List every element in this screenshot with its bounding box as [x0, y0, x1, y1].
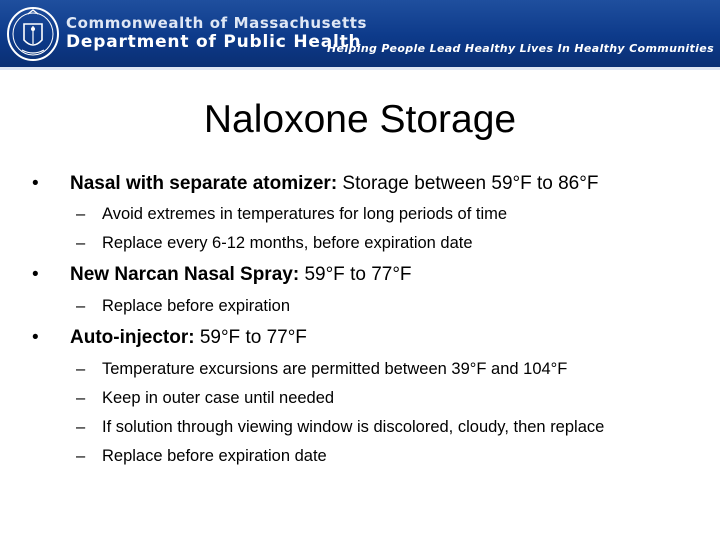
- subbullet-marker: –: [76, 234, 86, 252]
- subbullet-text: If solution through viewing window is discolored, cloudy, then replace: [102, 418, 605, 436]
- bullet-lead: New Narcan Nasal Spray:: [70, 264, 300, 285]
- subbullet-text: Replace every 6-12 months, before expiration date: [102, 234, 473, 252]
- tagline: Helping People Lead Healthy Lives In Healthy Communities: [327, 42, 714, 55]
- banner-divider: [0, 67, 720, 70]
- bullet-text: 59°F to 77°F: [194, 327, 307, 348]
- subbullet-text: Replace before expiration: [102, 297, 291, 315]
- header-banner: [0, 0, 720, 67]
- org-name-line1: Commonwealth of Massachusetts: [66, 14, 368, 32]
- bullet-text: 59°F to 77°F: [299, 264, 412, 285]
- subbullet-marker: –: [76, 389, 86, 407]
- subbullet-text: Replace before expiration date: [102, 447, 327, 465]
- bullet-lead: Auto-injector:: [70, 327, 195, 348]
- subbullet-text: Keep in outer case until needed: [102, 389, 335, 407]
- subbullet-marker: –: [76, 297, 86, 315]
- bullet-marker: •: [32, 264, 39, 285]
- slide-title: Naloxone Storage: [203, 98, 517, 141]
- bullet-marker: •: [32, 173, 39, 194]
- subbullet-marker: –: [76, 360, 86, 378]
- massachusetts-seal-icon: [6, 6, 60, 62]
- subbullet-text: Temperature excursions are permitted between 39°F and 104°F: [102, 360, 568, 378]
- bullet-text: Storage between 59°F to 86°F: [337, 173, 599, 194]
- subbullet-text: Avoid extremes in temperatures for long periods of time: [102, 205, 508, 223]
- subbullet-marker: –: [76, 418, 86, 436]
- bullet-marker: •: [32, 327, 39, 348]
- subbullet-marker: –: [76, 205, 86, 223]
- org-name-line2: Department of Public Health: [66, 32, 362, 52]
- subbullet-marker: –: [76, 447, 86, 465]
- bullet-lead: Nasal with separate atomizer:: [70, 173, 338, 194]
